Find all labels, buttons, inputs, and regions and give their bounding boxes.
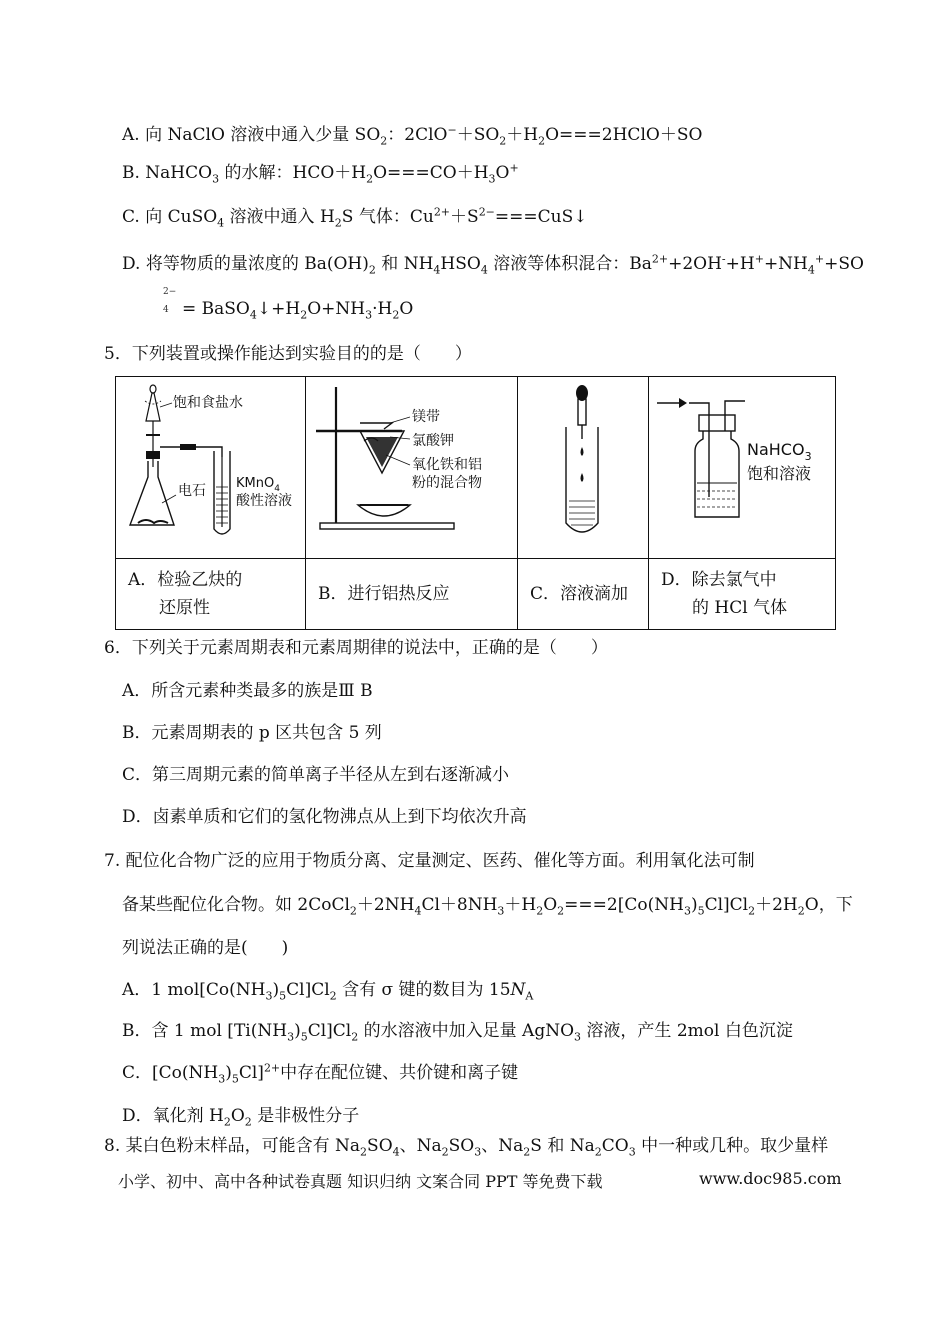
caption-b: B．进行铝热反应 (306, 559, 518, 630)
q5-apparatus-table (115, 376, 836, 630)
q7-option-a: A．1 $mol[Co(NH_3)_5Cl]Cl_2$ 含有 σ 键的数目为 $15N_A$ (122, 980, 534, 1003)
dropper-figure (518, 377, 648, 553)
q4-option-d-line2: = $BaSO_4↓+H_2O+NH_3\cdot H_2O$ (182, 299, 414, 322)
q8-stem-line1: 8. 某白色粉末样品，可能含有 $Na_2SO_4$、$Na_2SO_3$、$Na_2S$ 和 $Na_2CO_3$ 中一种或几种。取少量样 (104, 1136, 829, 1159)
q7-stem-line1: 7. 配位化合物广泛的应用于物质分离、定量测定、医药、催化等方面。利用氧化法可制 (104, 851, 755, 871)
q6-option-b: B．元素周期表的 p 区共包含 5 列 (122, 723, 382, 743)
q6-stem: 6．下列关于元素周期表和元素周期律的说法中，正确的是（ ） (104, 638, 608, 658)
apparatus-b-cell (306, 377, 518, 559)
q4-d-fragment-bottom: 4 (163, 305, 169, 315)
footer-ad-text: 小学、初中、高中各种试卷真题 知识归纳 文案合同 PPT 等免费下载 (118, 1172, 603, 1191)
caption-d: D．除去氯气中 的 HCl 气体 (649, 559, 836, 630)
label-acidic-solution: 酸性溶液 (236, 493, 292, 509)
label-potassium-chlorate: 氯酸钾 (412, 433, 454, 449)
label-mixture-line1: 氧化铁和铝 (412, 457, 482, 473)
q7-option-c: C．$[Co(NH_3)_5Cl]^{2+}$中存在配位键、共价键和离子键 (122, 1061, 519, 1086)
q4-option-b: B. NaHCO$_3$ 的水解：$HCO+H_2O===CO+H_3O^+$ (122, 161, 519, 186)
q4-option-c: C. 向 CuSO$_4$ 溶液中通入 $H_2S$ 气体：$Cu^{2+}+S^{2-}===CuS↓$ (122, 205, 588, 230)
gas-washing-bottle-figure (649, 377, 835, 553)
apparatus-d-cell (649, 377, 836, 559)
label-kmno4: KMnO$_4$ (236, 476, 280, 494)
q4-option-d: D. 将等物质的量浓度的 $Ba(OH)_2$ 和 $NH_4HSO_4$ 溶液等体积混合：$Ba^{2+}+2OH^-+H^++NH_4^++SO$ (122, 252, 864, 277)
caption-a: A．检验乙炔的 还原性 (116, 559, 306, 630)
label-mixture-line2: 粉的混合物 (412, 475, 482, 491)
footer-website-link[interactable]: www.doc985.com (699, 1169, 842, 1188)
label-saturated-brine: 饱和食盐水 (173, 395, 243, 411)
label-calcium-carbide: 电石 (178, 483, 206, 499)
q5-stem: 5．下列装置或操作能达到实验目的的是（ ） (104, 344, 472, 364)
label-nahco3: NaHCO$_3$ (747, 440, 812, 463)
thermite-apparatus-figure (306, 377, 516, 553)
q7-stem-line3: 列说法正确的是( ) (122, 938, 289, 958)
q6-option-d: D．卤素单质和它们的氢化物沸点从上到下均依次升高 (122, 807, 527, 827)
q6-option-c: C．第三周期元素的简单离子半径从左到右逐渐减小 (122, 765, 510, 785)
label-saturated-solution: 饱和溶液 (747, 464, 812, 483)
label-magnesium-ribbon: 镁带 (412, 409, 440, 425)
apparatus-c-cell (518, 377, 649, 559)
acetylene-apparatus-figure (116, 377, 304, 553)
q7-stem-line2: 备某些配位化合物。如 $2CoCl_2+2NH_4Cl+8NH_3+H_2O_2===2[Co(NH_3)_5Cl]Cl_2+2H_2O$，下 (122, 895, 853, 918)
q4-option-a: A. 向 NaClO 溶液中通入少量 $SO_2$：$2ClO^-+SO_2+H_2O===2HClO+SO$ (122, 123, 703, 148)
q7-option-d: D．氧化剂 $H_2O_2$ 是非极性分子 (122, 1106, 360, 1129)
q7-option-b: B．含 1 mol $[Ti(NH_3)_5Cl]Cl_2$ 的水溶液中加入足量 AgNO$_3$ 溶液，产生 2mol 白色沉淀 (122, 1021, 793, 1044)
caption-c: C．溶液滴加 (518, 559, 649, 630)
q6-option-a: A．所含元素种类最多的族是Ⅲ B (122, 681, 373, 701)
q4-d-fragment-top: 2− (163, 287, 177, 297)
apparatus-a-cell (116, 377, 306, 559)
